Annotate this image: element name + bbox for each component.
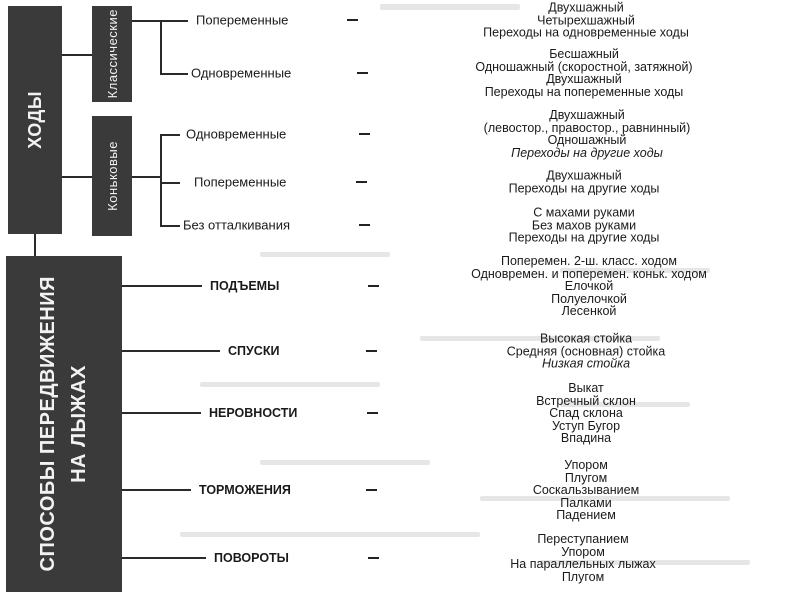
bracket-konkovye (160, 134, 162, 226)
items-list (475, 48, 692, 98)
background-ghost-text (260, 252, 390, 257)
background-ghost-text (180, 532, 480, 537)
khody-label: ХОДЫ (24, 91, 45, 149)
category-label: НЕРОВНОСТИ (209, 406, 298, 420)
list-item: Двухшажный (549, 108, 625, 122)
list-item: Без махов руками (531, 217, 637, 232)
list-item: С махами руками (533, 205, 635, 220)
list-item: Упором (561, 544, 605, 559)
list-item: Бесшажный (549, 47, 619, 61)
branch-row-5 (160, 225, 180, 227)
branch-row-4 (160, 182, 180, 184)
list-item: Елочкой (564, 278, 614, 293)
list-item: Средняя (основная) стойка (506, 343, 666, 358)
list-item: Палками (560, 495, 612, 510)
branch-konkovye (132, 176, 160, 178)
list-item: Спад склона (549, 405, 623, 420)
category-label: ПОВОРОТЫ (214, 551, 289, 565)
list-item: Переходы на попеременные ходы (484, 84, 684, 99)
klassicheskie-box (92, 6, 132, 102)
background-ghost-text (200, 382, 380, 387)
dash-separator (366, 489, 377, 491)
sposoby-label-line1: СПОСОБЫ ПЕРЕДВИЖЕНИЯ (37, 276, 59, 572)
category-label: Попеременные (194, 174, 287, 190)
list-item: Падением (556, 507, 616, 522)
list-item: Плугом (564, 470, 608, 485)
list-item: Высокая стойка (539, 331, 633, 346)
list-item: Четырехшажный (537, 12, 635, 27)
connector-khody-klassicheskie (62, 54, 92, 56)
category-label: Одновременные (186, 126, 287, 142)
list-item: Переходы на другие ходы (508, 181, 660, 195)
list-item: Одношажный (547, 133, 627, 147)
branch-row-3 (160, 134, 180, 136)
list-item: Полуелочкой (551, 291, 627, 306)
branch-row-7 (122, 350, 220, 352)
category-label: ТОРМОЖЕНИЯ (199, 483, 291, 497)
category-label: Без отталкивания (183, 217, 290, 233)
branch-row-10 (122, 557, 206, 559)
list-item: Двухшажный (546, 72, 622, 86)
dash-separator (357, 72, 368, 74)
items-list (484, 109, 691, 159)
items-list (536, 382, 636, 445)
list-item: Соскальзыванием (532, 482, 640, 497)
items-list (507, 332, 665, 370)
list-item: Переходы на другие ходы (508, 230, 660, 245)
khody-box (8, 6, 62, 234)
items-list (509, 170, 660, 195)
background-ghost-text (260, 460, 430, 465)
list-item: Лесенкой (561, 303, 617, 318)
list-item: Двухшажный (546, 168, 622, 183)
list-item: Поперемен. 2-ш. класс. ходом (501, 253, 677, 268)
list-item: Встречный склон (536, 393, 636, 408)
list-item: Выкат (568, 380, 604, 395)
dash-separator (359, 133, 370, 135)
bracket-klassicheskie (160, 20, 162, 74)
category-label: ПОДЪЕМЫ (210, 279, 280, 293)
connector-khody-konkovye (62, 176, 92, 178)
connector-khody-sposoby (34, 234, 36, 256)
list-item: Уступ Бугор (551, 418, 621, 433)
category-label: Одновременные (191, 65, 292, 81)
konkovye-label: Коньковые (104, 141, 120, 211)
list-item: Переступанием (537, 532, 629, 546)
list-item: Переходы на одновременные ходы (483, 25, 689, 40)
dash-separator (366, 350, 377, 352)
list-item: Одношажный (скоростной, затяжной) (475, 59, 693, 74)
items-list (471, 255, 707, 318)
list-item: Низкая стойка (541, 356, 631, 371)
branch-row-1 (160, 20, 188, 22)
branch-row-2 (160, 73, 188, 75)
list-item: На параллельных лыжах (510, 557, 656, 571)
items-list (483, 1, 689, 39)
branch-row-8 (122, 412, 201, 414)
list-item: (левостор., правостор., равнинный) (483, 120, 691, 135)
klassicheskie-label: Классические (104, 9, 120, 99)
items-list (509, 206, 660, 244)
branch-row-6 (122, 285, 202, 287)
items-list (533, 459, 639, 522)
dash-separator (368, 557, 379, 559)
sposoby-label-line2: НА ЛЫЖАХ (68, 365, 90, 483)
list-item: Плугом (561, 569, 605, 584)
list-item: Упором (564, 457, 608, 472)
dash-separator (359, 224, 370, 226)
list-item: Одновремен. и поперемен. коньк. ходом (471, 266, 707, 281)
sposoby-box (6, 256, 122, 592)
konkovye-box (92, 116, 132, 236)
dash-separator (368, 285, 379, 287)
list-item: Впадина (560, 430, 612, 445)
items-list (510, 533, 655, 583)
dash-separator (367, 412, 378, 414)
list-item: Переходы на другие ходы (511, 145, 663, 160)
branch-row-9 (122, 489, 191, 491)
list-item: Двухшажный (548, 0, 624, 15)
category-label: СПУСКИ (228, 344, 280, 358)
dash-separator (356, 181, 367, 183)
dash-separator (347, 19, 358, 21)
category-label: Попеременные (196, 12, 289, 28)
